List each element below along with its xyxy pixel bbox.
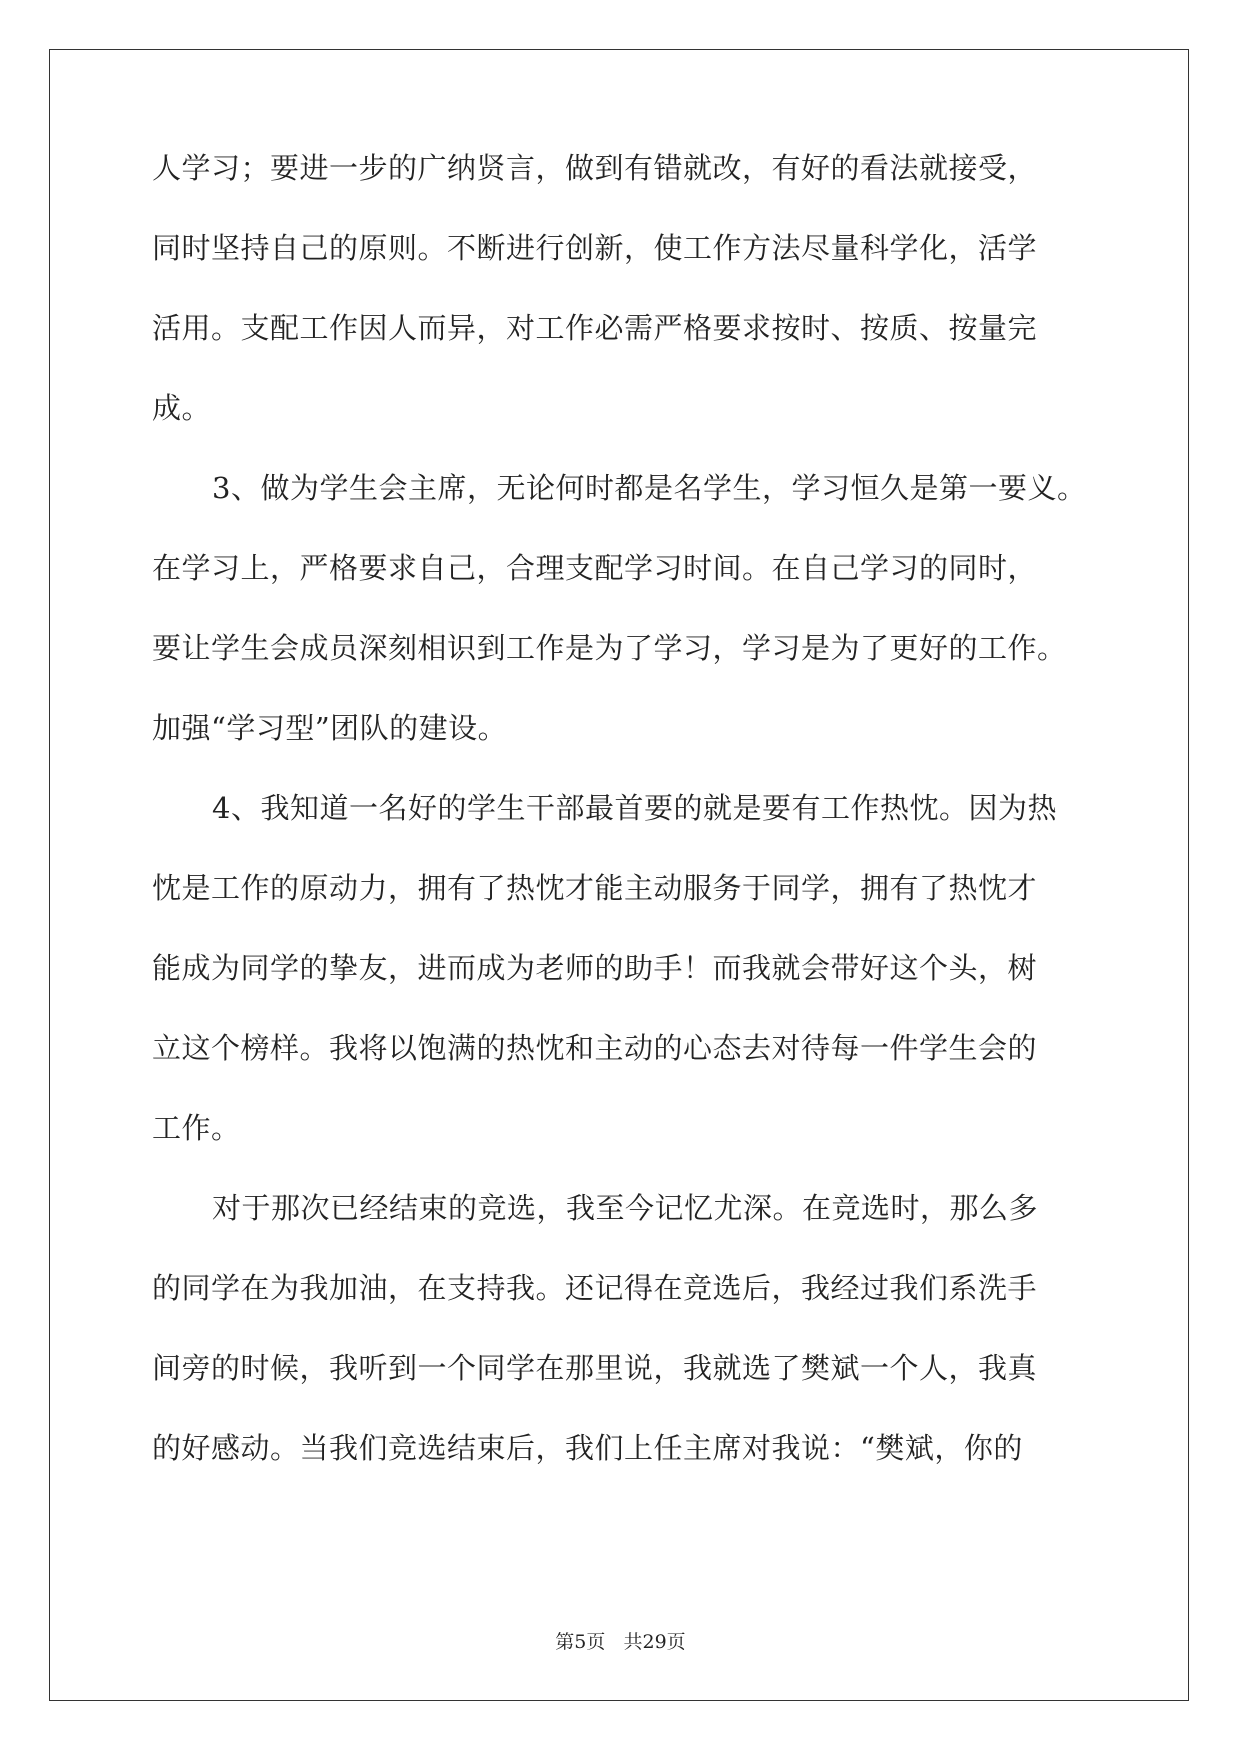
body-line-10: 忱是工作的原动力，拥有了热忱才能主动服务于同学，拥有了热忱才 bbox=[152, 871, 1038, 905]
body-line-9: 4、我知道一名好的学生干部最首要的就是要有工作热忱。因为热 bbox=[212, 791, 1057, 825]
page-number-footer: 第5页 共29页 bbox=[555, 1631, 686, 1653]
body-line-1: 人学习；要进一步的广纳贤言，做到有错就改，有好的看法就接受， bbox=[152, 151, 1038, 185]
body-line-16: 间旁的时候，我听到一个同学在那里说，我就选了樊斌一个人，我真 bbox=[152, 1351, 1038, 1385]
body-line-6: 在学习上，严格要求自己，合理支配学习时间。在自己学习的同时， bbox=[152, 551, 1038, 585]
body-line-4: 成。 bbox=[152, 391, 212, 425]
body-line-5: 3、做为学生会主席，无论何时都是名学生，学习恒久是第一要义。 bbox=[212, 471, 1087, 505]
body-line-2: 同时坚持自己的原则。不断进行创新，使工作方法尽量科学化，活学 bbox=[152, 231, 1038, 265]
body-line-3: 活用。支配工作因人而异，对工作必需严格要求按时、按质、按量完 bbox=[152, 311, 1038, 345]
body-line-15: 的同学在为我加油，在支持我。还记得在竞选后，我经过我们系洗手 bbox=[152, 1271, 1038, 1305]
body-line-8: 加强“学习型”团队的建设。 bbox=[152, 711, 508, 745]
body-line-7: 要让学生会成员深刻相识到工作是为了学习，学习是为了更好的工作。 bbox=[152, 631, 1067, 665]
body-line-13: 工作。 bbox=[152, 1111, 241, 1145]
body-line-11: 能成为同学的挚友，进而成为老师的助手！而我就会带好这个头，树 bbox=[152, 951, 1038, 985]
body-line-12: 立这个榜样。我将以饱满的热忱和主动的心态去对待每一件学生会的 bbox=[152, 1031, 1038, 1065]
body-line-17: 的好感动。当我们竞选结束后，我们上任主席对我说：“樊斌，你的 bbox=[152, 1431, 1023, 1465]
body-line-14: 对于那次已经结束的竞选，我至今记忆尤深。在竞选时，那么多 bbox=[212, 1191, 1039, 1225]
